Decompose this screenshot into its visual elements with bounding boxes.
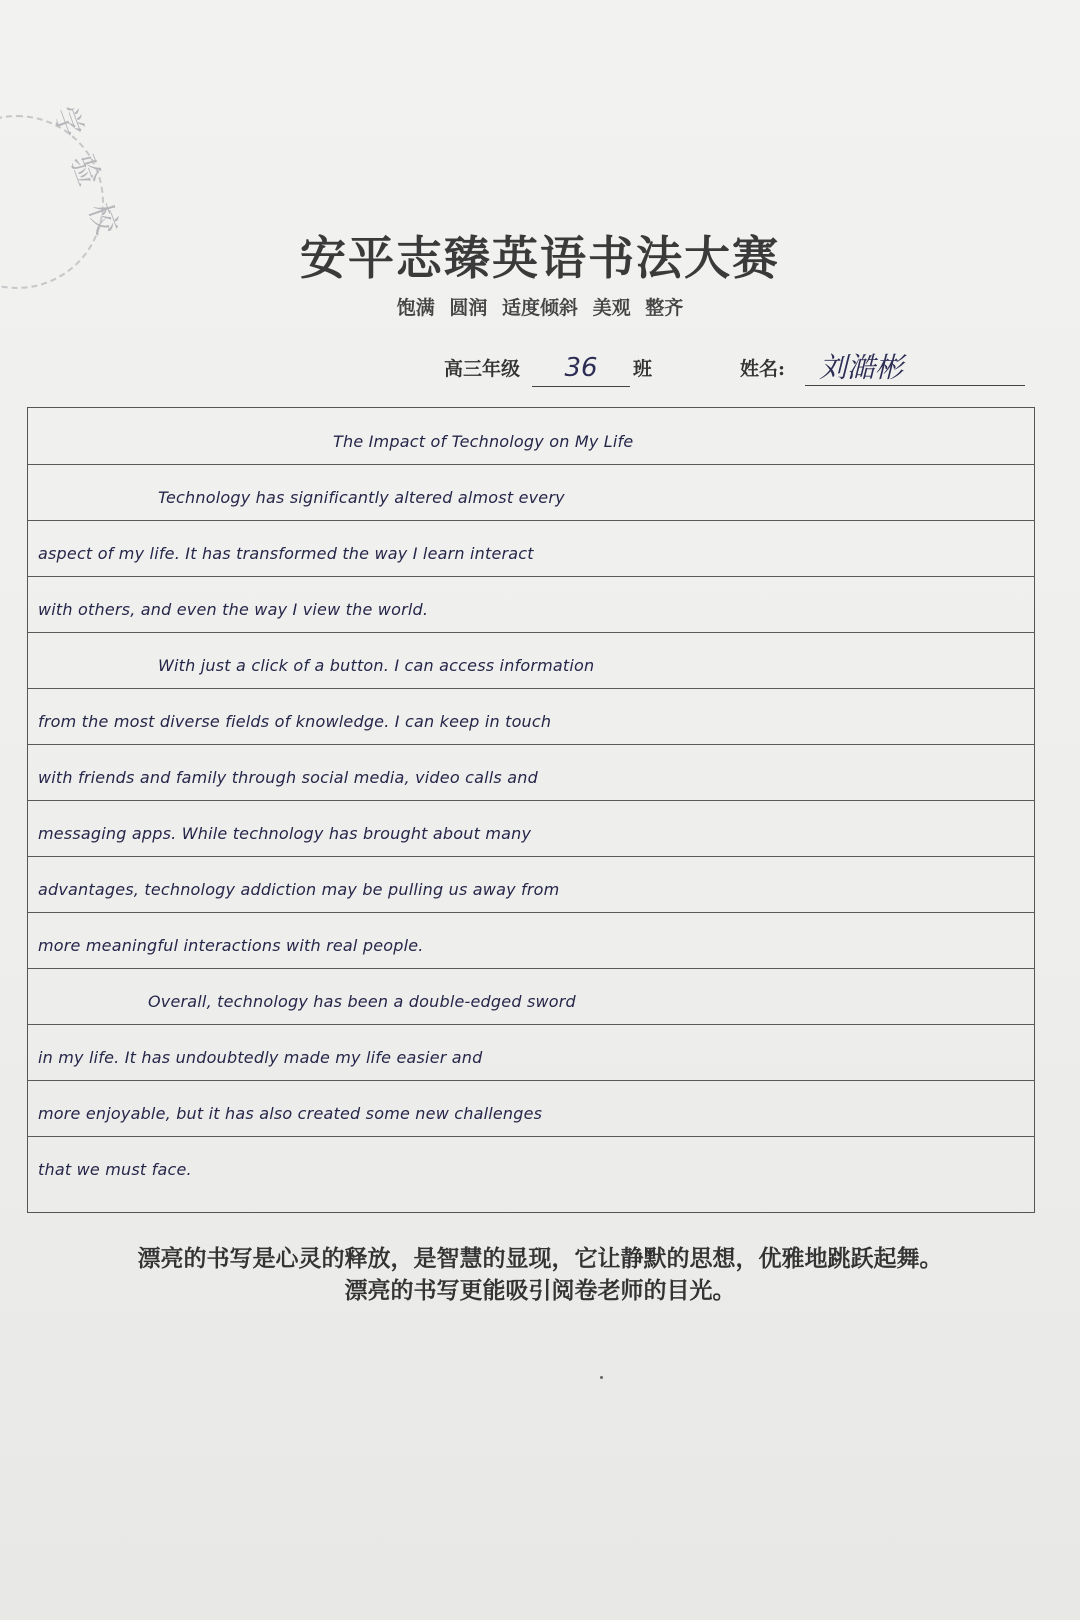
name-field: 刘澔彬 xyxy=(805,350,1025,386)
essay-title: The Impact of Technology on My Life xyxy=(333,432,634,451)
essay-line: Technology has significantly altered almost every xyxy=(158,488,565,507)
essay-line: aspect of my life. It has transformed the way I learn interact xyxy=(38,544,534,563)
essay-line: with others, and even the way I view the world. xyxy=(38,600,429,619)
footer-motto: 漂亮的书写是心灵的释放，是智慧的显现，它让静默的思想，优雅地跳跃起舞。 xyxy=(137,1245,943,1272)
school-seal-text: 学 验 校 xyxy=(46,101,127,245)
paper-speck xyxy=(600,1376,603,1379)
footer-motto-2: 漂亮的书写更能吸引阅卷老师的目光。 xyxy=(344,1277,736,1304)
essay-line: that we must face. xyxy=(38,1160,192,1179)
page-title: 安平志臻英语书法大赛 xyxy=(300,231,780,285)
page-subtitle: 饱满 圆润 适度倾斜 美观 整齐 xyxy=(396,297,684,319)
essay-line: in my life. It has undoubtedly made my life easier and xyxy=(38,1048,483,1067)
essay-line: with friends and family through social media, video calls and xyxy=(38,768,538,787)
essay-line: advantages, technology addiction may be pulling us away from xyxy=(38,880,560,899)
essay-line: Overall, technology has been a double-edged sword xyxy=(148,992,576,1011)
writing-area xyxy=(27,407,1035,1213)
name-label: 姓名: xyxy=(740,358,786,380)
class-label: 班 xyxy=(633,358,653,380)
essay-line: more enjoyable, but it has also created some new challenges xyxy=(38,1104,543,1123)
essay-line: With just a click of a button. I can access information xyxy=(158,656,595,675)
essay-line: more meaningful interactions with real people. xyxy=(38,936,424,955)
class-field: 36 xyxy=(532,350,630,387)
grade-label: 高三年级 xyxy=(444,358,521,380)
essay-line: from the most diverse fields of knowledge. I can keep in touch xyxy=(38,712,552,731)
essay-line: messaging apps. While technology has brought about many xyxy=(38,824,532,843)
